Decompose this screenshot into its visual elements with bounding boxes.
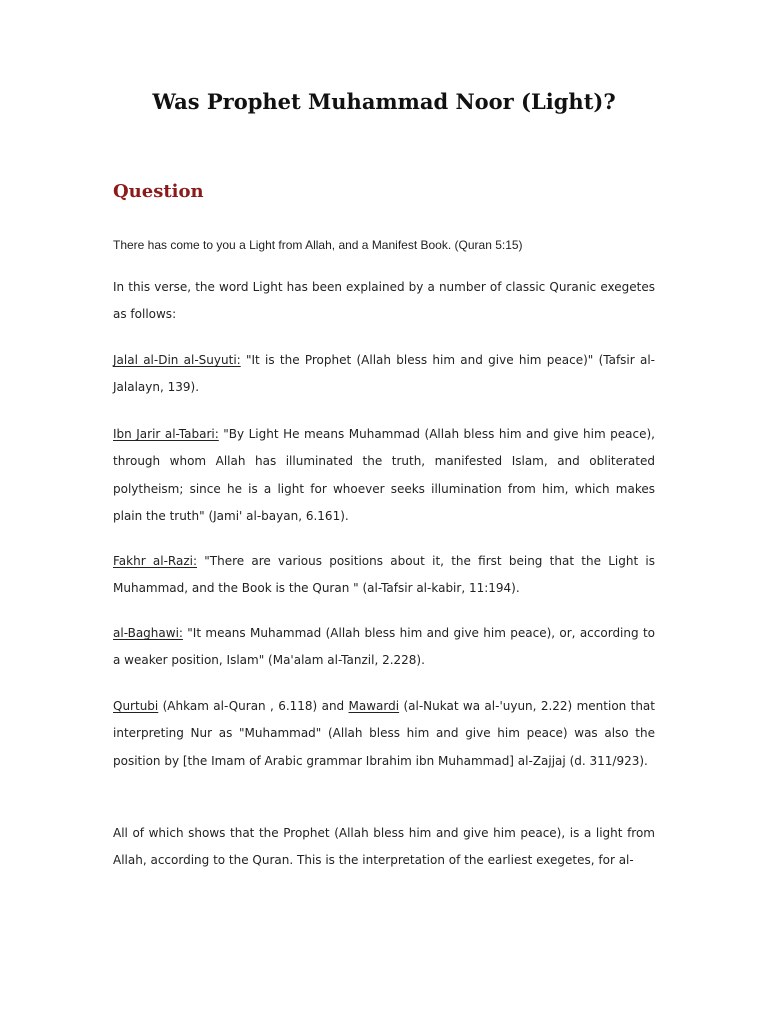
citation-text: (al-Nukat wa al-'uyun, 2.22) mention that interpreting Nur as "Muhammad" (Allah bless him and give him peace) was also the position by [the Imam of Arabic grammar Ibrahim ibn Muhammad] al-Zajjaj (d. 311/923). (113, 699, 655, 768)
quran-verse: There has come to you a Light from Allah, and a Manifest Book. (Quran 5:15) (113, 238, 523, 252)
citation-baghawi (113, 620, 655, 675)
qurtubi-mawardi-paragraph (113, 693, 655, 775)
intro-paragraph: In this verse, the word Light has been explained by a number of classic Quranic exegetes as follows: (113, 280, 655, 322)
citation-razi (113, 548, 655, 603)
closing-paragraph: All of which shows that the Prophet (Allah bless him and give him peace), is a light from Allah, according to the Quran. This is the interpretation of the earliest exegetes, for al- (113, 826, 655, 868)
citation-source: Fakhr al-Razi: (113, 554, 198, 568)
section-heading-question: Question (113, 181, 204, 202)
citation-tabari (113, 421, 655, 530)
citation-text: "There are various positions about it, the first being that the Light is Muhammad, and the Book is the Quran " (al-Tafsir al-kabir, 11:194). (113, 554, 655, 596)
citation-source: Ibn Jarir al-Tabari: (113, 427, 219, 441)
citation-text: (Ahkam al-Quran , 6.118) and (158, 699, 349, 713)
citation-source: Jalal al-Din al-Suyuti: (113, 353, 241, 367)
citation-text: "It is the Prophet (Allah bless him and give him peace)" (Tafsir al-Jalalayn, 139). (113, 353, 655, 395)
citation-text: "By Light He means Muhammad (Allah bless him and give him peace), through whom Allah has illuminated the truth, manifested Islam, and obliterated polytheism; since he is a light for whoever seeks illumination from him, which makes plain the truth" (Jami' al-bayan, 6.161). (113, 427, 655, 523)
citation-suyuti (113, 347, 655, 402)
citation-source-mawardi: Mawardi (348, 699, 400, 713)
citation-source-qurtubi: Qurtubi (113, 699, 159, 713)
document-title: Was Prophet Muhammad Noor (Light)? (152, 89, 616, 114)
citation-source: al-Baghawi: (113, 626, 183, 640)
citation-text: "It means Muhammad (Allah bless him and give him peace), or, according to a weaker position, Islam" (Ma'alam al-Tanzil, 2.228). (113, 626, 655, 668)
